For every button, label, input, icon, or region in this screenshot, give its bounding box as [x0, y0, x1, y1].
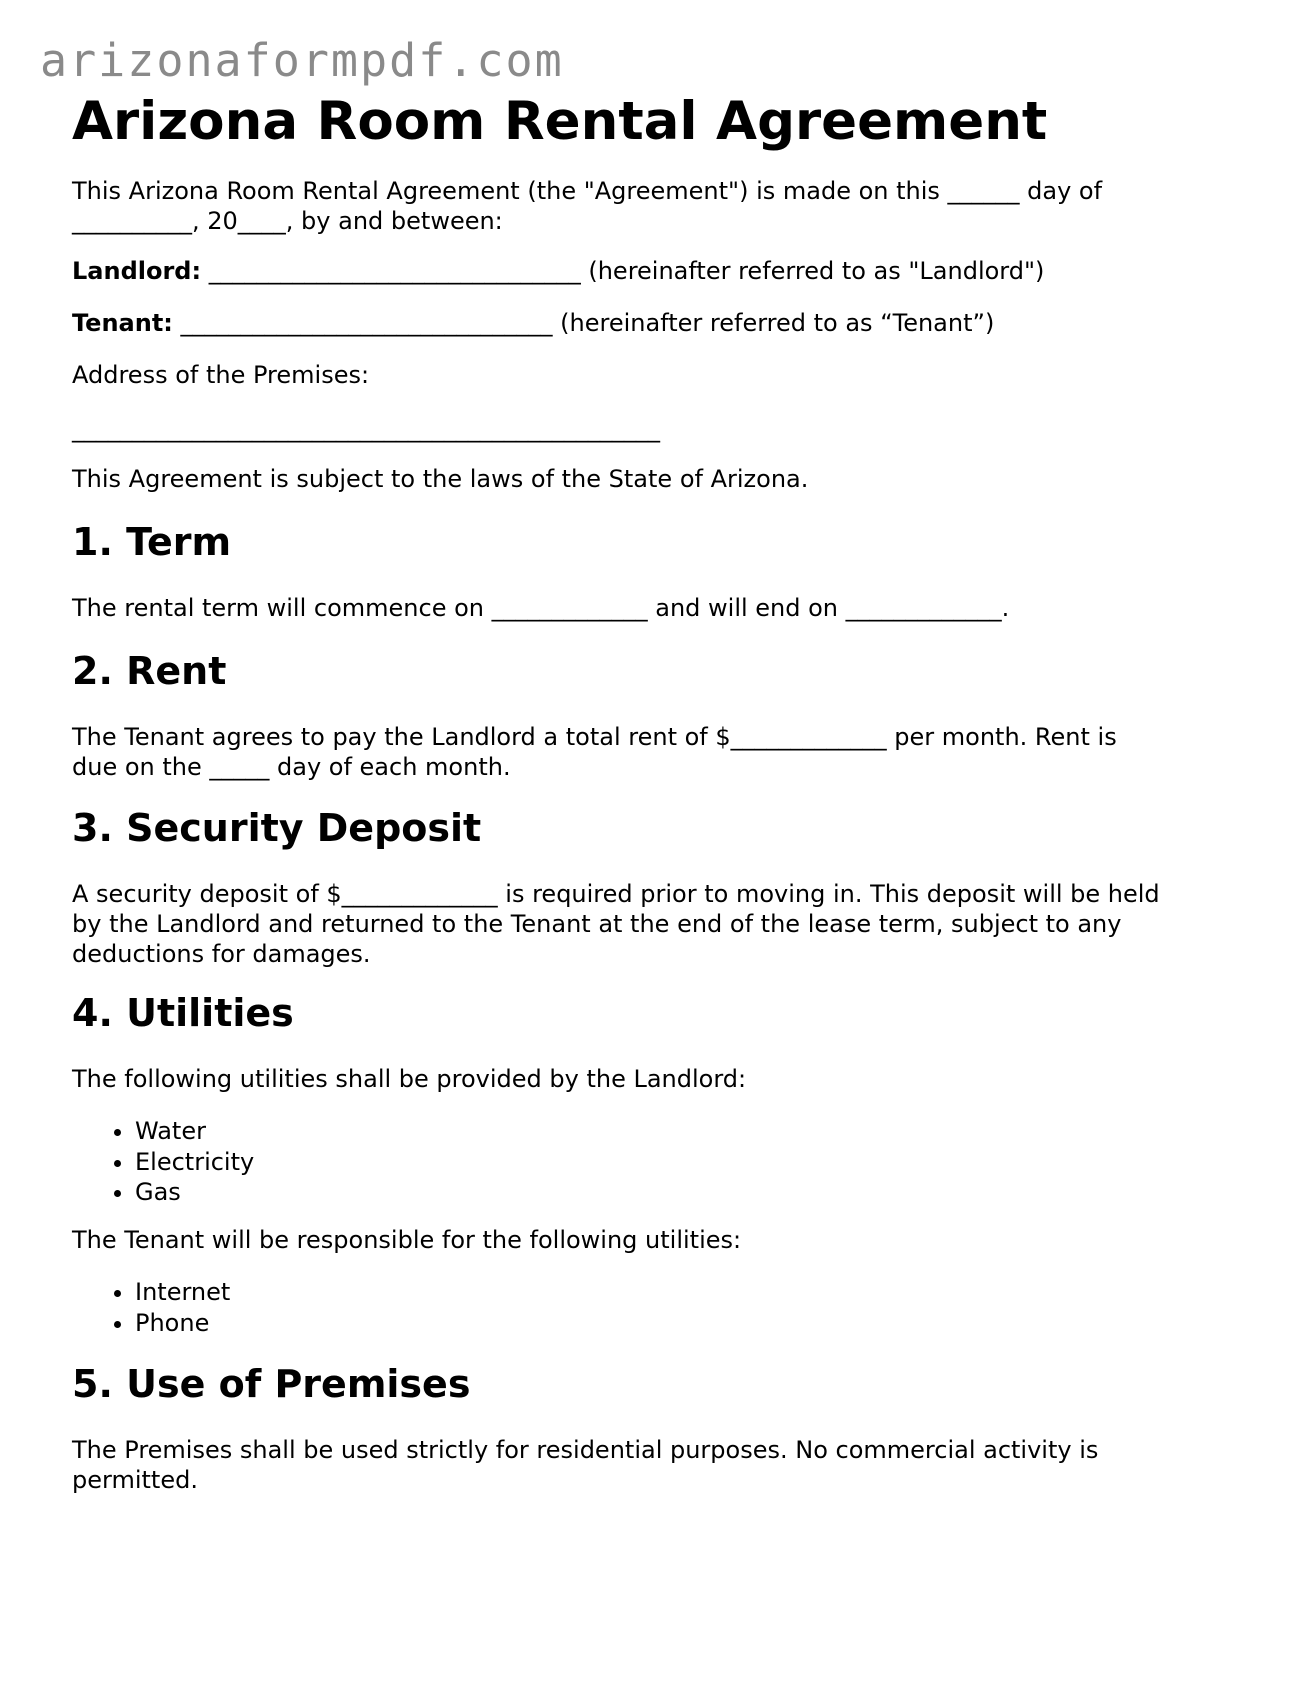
utilities-tenant-intro: The Tenant will be responsible for the following utilities: — [72, 1226, 742, 1254]
deposit-line-3: deductions for damages. — [72, 940, 371, 968]
address-blank: _________________________________________________ — [72, 415, 660, 443]
section-term-body: The rental term will commence on _____________ and will end on _____________. — [72, 594, 1010, 622]
section-deposit-heading: 3. Security Deposit — [72, 806, 482, 850]
law-statement: This Agreement is subject to the laws of the State of Arizona. — [72, 465, 809, 493]
deposit-line-2: by the Landlord and returned to the Tenant at the end of the lease term, subject to any — [72, 910, 1122, 938]
intro-line-2: __________, 20____, by and between: — [72, 207, 503, 235]
section-use-heading: 5. Use of Premises — [72, 1362, 471, 1406]
section-utilities-heading: 4. Utilities — [72, 991, 294, 1035]
list-item: • Gas — [135, 1177, 254, 1208]
landlord-label: Landlord: — [72, 257, 202, 285]
list-item: • Electricity — [135, 1147, 254, 1178]
deposit-line-1: A security deposit of $_____________ is required prior to moving in. This deposit will be held — [72, 880, 1160, 908]
section-rent-heading: 2. Rent — [72, 649, 227, 693]
rent-line-2: due on the _____ day of each month. — [72, 753, 511, 781]
landlord-text: _______________________________ (hereinafter referred to as "Landlord") — [201, 257, 1045, 285]
section-use-body — [72, 1435, 1232, 1495]
use-line-2: permitted. — [72, 1466, 198, 1494]
utilities-landlord-list — [72, 1116, 254, 1208]
list-item: • Water — [135, 1116, 254, 1147]
intro-line-1: This Arizona Room Rental Agreement (the "Agreement") is made on this ______ day of — [72, 177, 1103, 205]
list-item: • Phone — [135, 1308, 230, 1339]
landlord-line — [72, 256, 1232, 286]
tenant-text: _______________________________ (hereinafter referred to as “Tenant”) — [172, 309, 995, 337]
document-title: Arizona Room Rental Agreement — [72, 91, 1048, 152]
address-label: Address of the Premises: — [72, 361, 370, 389]
section-deposit-body — [72, 879, 1232, 969]
rent-line-1: The Tenant agrees to pay the Landlord a total rent of $_____________ per month. Rent is — [72, 723, 1117, 751]
section-rent-body — [72, 722, 1232, 782]
watermark-site-name: arizonaformpdf.com — [40, 34, 564, 87]
list-item: • Internet — [135, 1277, 230, 1308]
utilities-landlord-intro: The following utilities shall be provided by the Landlord: — [72, 1065, 747, 1093]
utilities-tenant-list — [72, 1277, 230, 1338]
use-line-1: The Premises shall be used strictly for residential purposes. No commercial activity is — [72, 1436, 1099, 1464]
tenant-line — [72, 308, 1232, 338]
tenant-label: Tenant: — [72, 309, 173, 337]
intro-paragraph — [72, 176, 1232, 236]
section-term-heading: 1. Term — [72, 520, 232, 564]
